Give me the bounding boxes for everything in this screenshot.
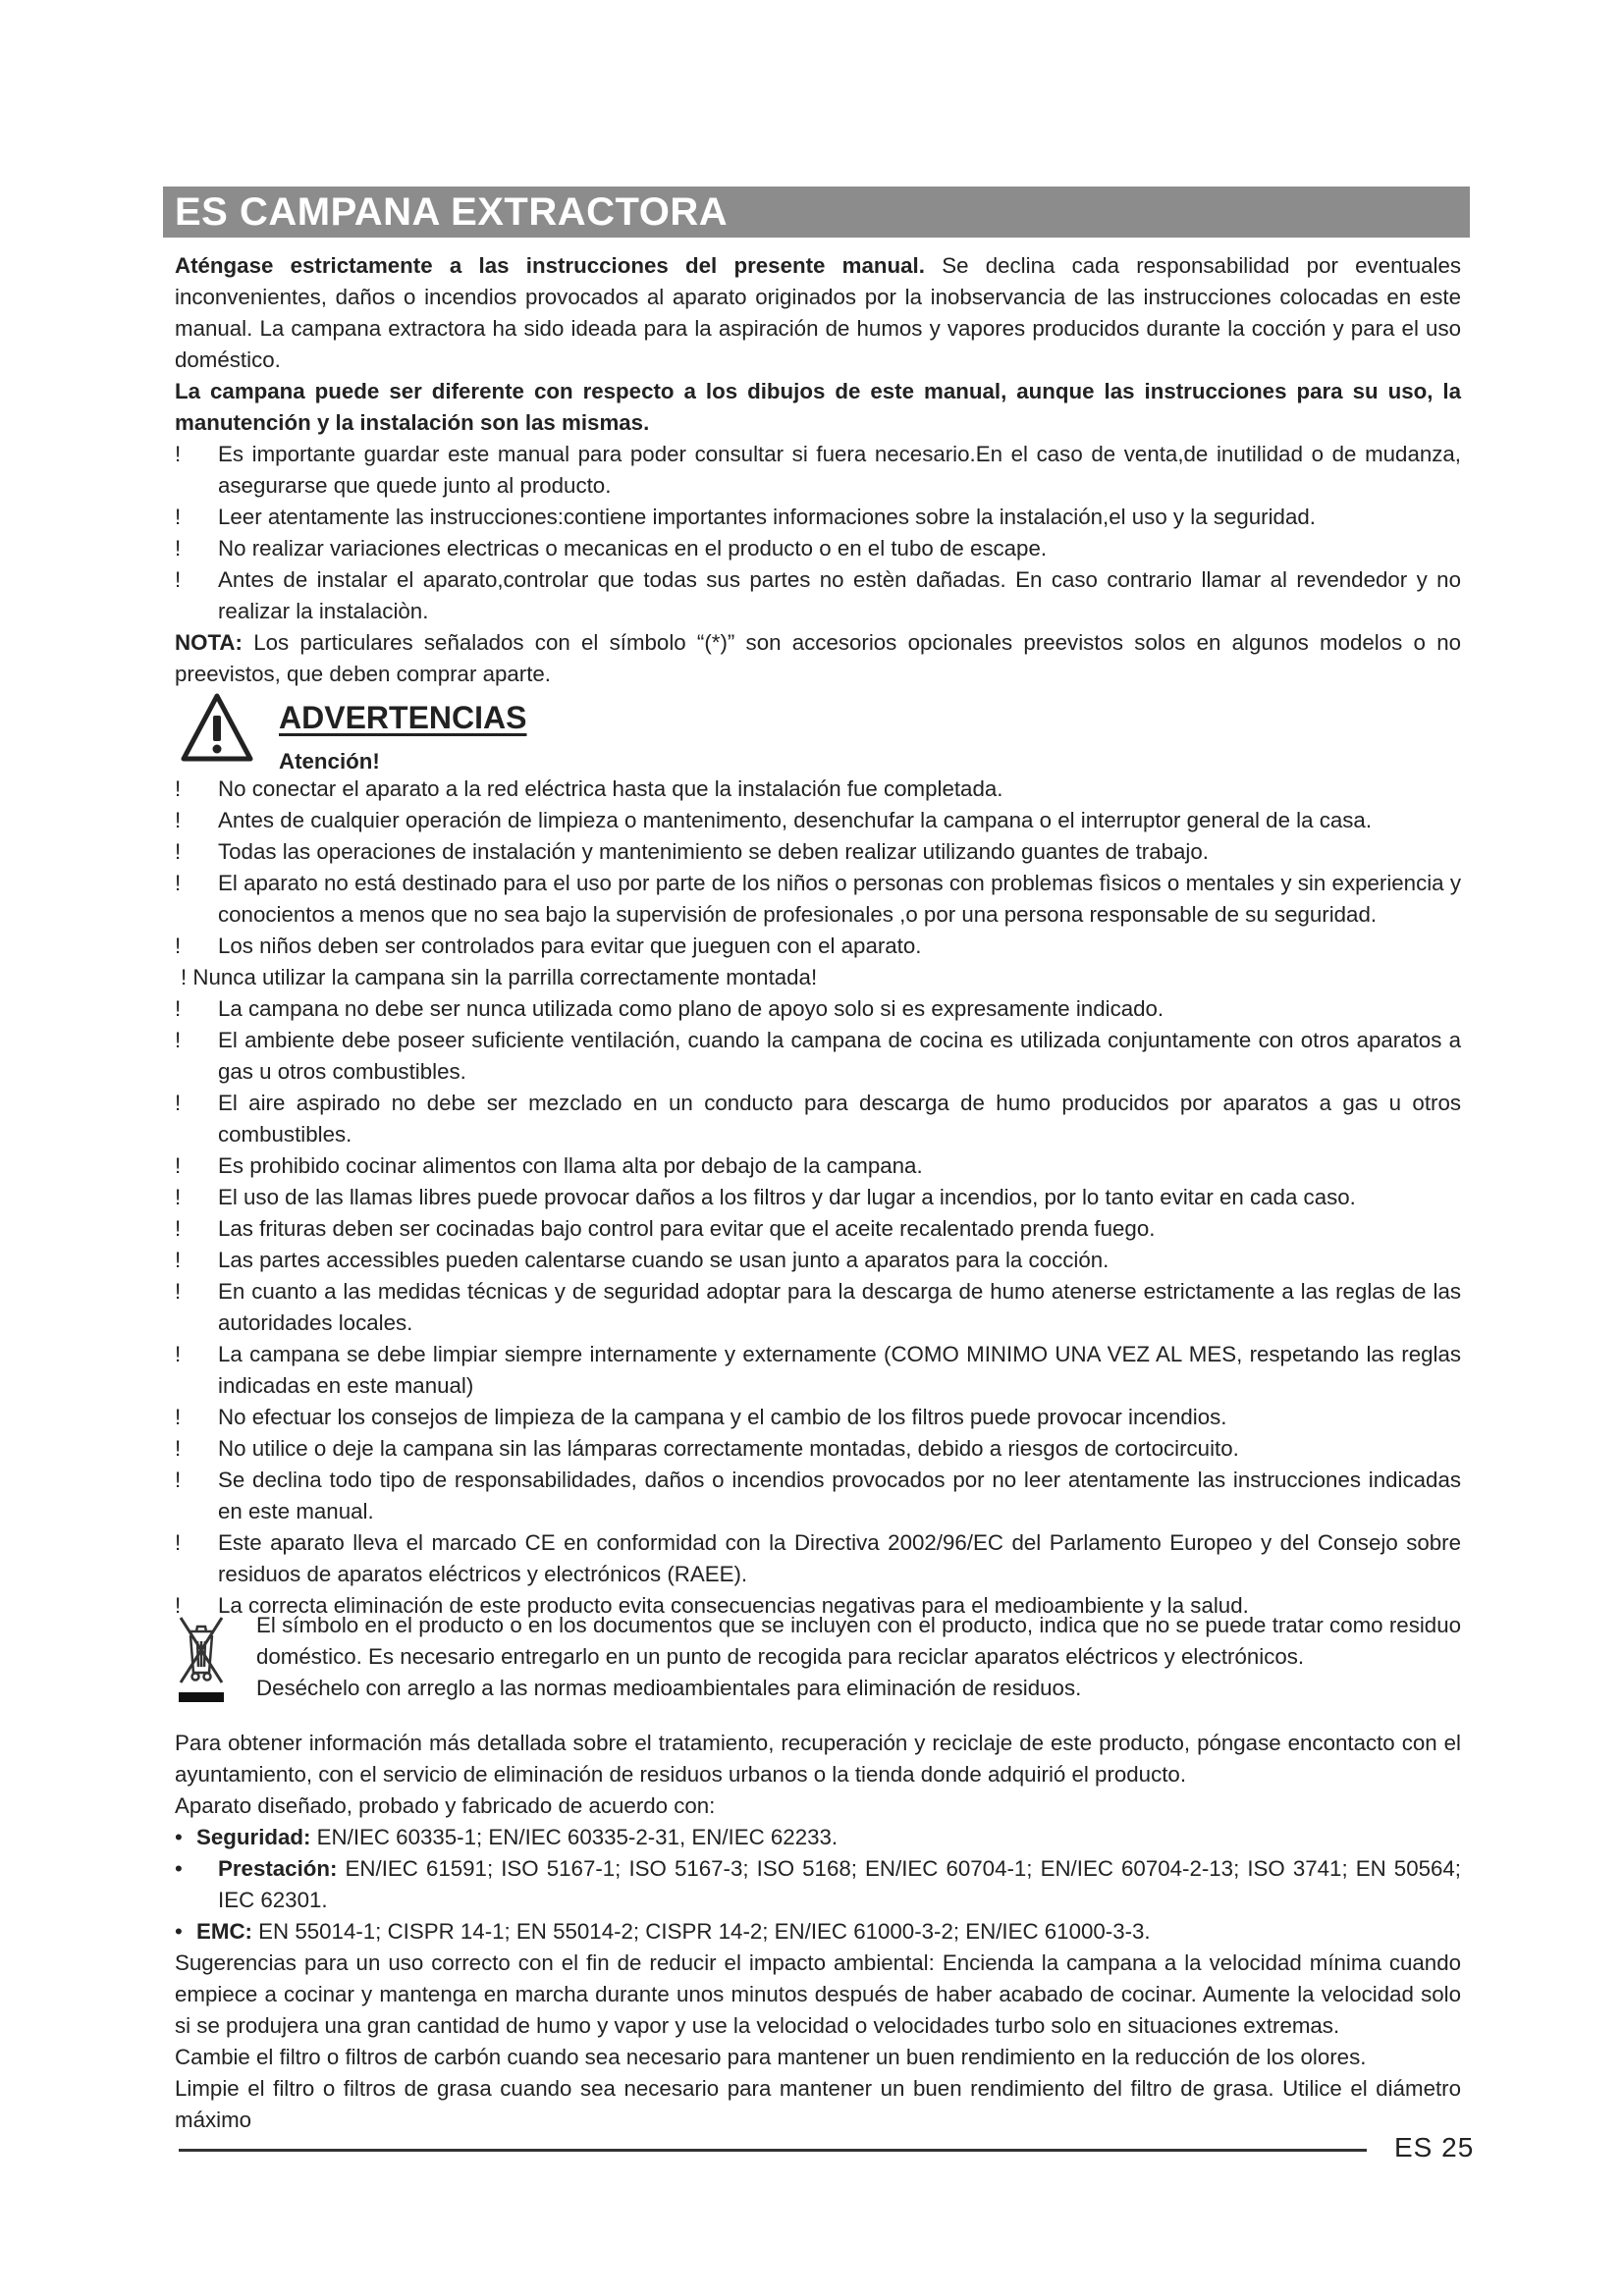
warnings-header [175, 692, 1461, 780]
list-item-text: No realizar variaciones electricas o mecanicas en el producto o en el tubo de escape. [218, 536, 1048, 561]
nota-paragraph [175, 627, 1461, 690]
warning-text: El aire aspirado no debe ser mezclado en un conducto para descarga de humo producidos por aparatos a gas u otros combustibles. [218, 1091, 1461, 1147]
warning-text: Los niños deben ser controlados para evitar que jueguen con el aparato. [218, 934, 922, 958]
warning-text: No conectar el aparato a la red eléctrica hasta que la instalación fue completada. [218, 776, 1003, 801]
warning-text: No utilice o deje la campana sin las lámparas correctamente montadas, debido a riesgos de cortocircuito. [218, 1436, 1239, 1461]
weee-section [175, 1610, 1461, 1718]
warning-item [175, 1213, 1461, 1245]
warning-text: La correcta eliminación de este producto evita consecuencias negativas para el medioambiente y la salud. [218, 1593, 1249, 1618]
warning-triangle-icon [181, 692, 253, 763]
exclamation-marker: ! [175, 1593, 182, 1618]
intro-section [175, 250, 1461, 690]
warning-item [175, 1088, 1461, 1150]
footer-rule [179, 2149, 1367, 2152]
disposal-section [175, 1728, 1461, 2136]
warning-item [175, 1025, 1461, 1088]
warning-text: No efectuar los consejos de limpieza de la campana y el cambio de los filtros puede provocar incendios. [218, 1405, 1227, 1429]
warning-text: La campana se debe limpiar siempre internamente y externamente (COMO MINIMO UNA VEZ AL MES, respetando las reglas indicadas en este manual) [218, 1342, 1461, 1398]
warning-item [175, 1527, 1461, 1590]
weee-text: El símbolo en el producto o en los documentos que se incluyen con el producto, indica que no se puede tratar como residuo doméstico. Es necesario entregarlo en un punto de recogida para reciclar aparatos eléctricos y electrónicos. [256, 1613, 1461, 1669]
warning-item [175, 1402, 1461, 1433]
bullet: • [175, 1919, 183, 1944]
suggestions-paragraph: Sugerencias para un uso correcto con el fin de reducir el impacto ambiental: Encienda la campana a la velocidad mínima cuando empiece a cocinar y mantenga en marcha durante unos minutos después de haber acabado de cocinar. Aumente la velocidad solo si se produjera una gran cantidad de humo y vapor y use la velocidad o velocidades turbo solo en situaciones extremas. [175, 1950, 1461, 2038]
list-item [175, 502, 1461, 533]
intro-text: Se declina cada responsabilidad por eventuales inconvenientes, daños o incendios provocados al aparato originados por la inobservancia de las instrucciones colocadas en este manual. La campana extractora ha sido ideada para la aspiración de humos y vapores producidos durante la cocción y para el uso doméstico. [175, 253, 1462, 372]
list-item-text: Antes de instalar el aparato,controlar que todas sus partes no estèn dañadas. En caso contrario llamar al revendedor y no realizar la instalaciòn. [218, 567, 1461, 623]
grease-filter-paragraph: Limpie el filtro o filtros de grasa cuando sea necesario para mantener un buen rendimiento del filtro de grasa. Utilice el diámetro máximo [175, 2076, 1461, 2132]
exclamation-marker: ! [175, 1468, 182, 1492]
warning-item [175, 1245, 1461, 1276]
warning-item [175, 868, 1461, 931]
weee-text: Deséchelo con arreglo a las normas medioambientales para eliminación de residuos. [256, 1676, 1082, 1700]
exclamation-marker: ! [175, 505, 182, 529]
exclamation-marker: ! [175, 934, 182, 958]
standards-intro: Aparato diseñado, probado y fabricado de acuerdo con: [175, 1793, 716, 1818]
warning-item: ! Nunca utilizar la campana sin la parrilla correctamente montada! [181, 965, 818, 989]
bullet: • [175, 1825, 183, 1849]
warning-item [175, 1276, 1461, 1339]
exclamation-marker: ! [175, 442, 182, 466]
exclamation-marker: ! [175, 996, 182, 1021]
disposal-paragraph: Para obtener información más detallada sobre el tratamiento, recuperación y reciclaje de este producto, póngase encontacto con el ayuntamiento, con el servicio de eliminación de residuos urbanos o la tienda donde adquirió el producto. [175, 1731, 1461, 1787]
warning-item [175, 805, 1461, 836]
intro-bold-lead: Aténgase estrictamente a las instrucciones del presente manual. [175, 253, 925, 278]
exclamation-marker: ! [175, 536, 182, 561]
warning-item [175, 931, 1461, 962]
list-item-text: Leer atentamente las instrucciones:contiene importantes informaciones sobre la instalación,el uso y la seguridad. [218, 505, 1316, 529]
standard-label: Prestación: [218, 1856, 338, 1881]
bullet: • [175, 1856, 183, 1881]
intro-note-bold: La campana puede ser diferente con respecto a los dibujos de este manual, aunque las instrucciones para su uso, la manutención y la instalación son las mismas. [175, 379, 1461, 435]
exclamation-marker: ! [175, 1216, 182, 1241]
warning-item [175, 836, 1461, 868]
warning-text: El ambiente debe poseer suficiente ventilación, cuando la campana de cocina es utilizada conjuntamente con otros aparatos a gas u otros combustibles. [218, 1028, 1461, 1084]
exclamation-marker: ! [175, 1153, 182, 1178]
warning-text: En cuanto a las medidas técnicas y de seguridad adoptar para la descarga de humo atenerse estrictamente a las reglas de las autoridades locales. [218, 1279, 1461, 1335]
standard-label: Seguridad: [196, 1825, 311, 1849]
intro-paragraph [175, 250, 1461, 376]
warning-item [175, 1465, 1461, 1527]
nota-text: Los particulares señalados con el símbolo “(*)” son accesorios opcionales preevistos solos en algunos modelos o no preevistos, que deben comprar aparte. [175, 630, 1461, 686]
standard-text: EN/IEC 60335-1; EN/IEC 60335-2-31, EN/IEC 62233. [310, 1825, 839, 1849]
exclamation-marker: ! [175, 808, 182, 832]
exclamation-marker: ! [175, 1091, 182, 1115]
exclamation-marker: ! [175, 1405, 182, 1429]
warning-item [175, 1339, 1461, 1402]
weee-text-block [256, 1610, 1461, 1704]
standard-text: EN/IEC 61591; ISO 5167-1; ISO 5167-3; ISO 5168; EN/IEC 60704-1; EN/IEC 60704-2-13; ISO 3741; EN 50564; IEC 62301. [218, 1856, 1461, 1912]
carbon-filter-paragraph: Cambie el filtro o filtros de carbón cuando sea necesario para mantener un buen rendimiento en la reducción de los olores. [175, 2045, 1367, 2069]
exclamation-marker: ! [175, 1436, 182, 1461]
warning-text: Las partes accessibles pueden calentarse cuando se usan junto a aparatos para la cocción. [218, 1248, 1110, 1272]
exclamation-marker: ! [175, 1530, 182, 1555]
warning-text: La campana no debe ser nunca utilizada como plano de apoyo solo si es expresamente indicado. [218, 996, 1164, 1021]
warning-text: Es prohibido cocinar alimentos con llama alta por debajo de la campana. [218, 1153, 923, 1178]
exclamation-marker: ! [175, 1185, 182, 1209]
warning-item [175, 1433, 1461, 1465]
warnings-list [175, 774, 1461, 1622]
standard-emc [175, 1916, 1461, 1948]
exclamation-marker: ! [175, 1028, 182, 1052]
nota-label: NOTA: [175, 630, 243, 655]
page-title: ES CAMPANA EXTRACTORA [163, 187, 1470, 238]
warning-text: Las frituras deben ser cocinadas bajo control para evitar que el aceite recalentado prenda fuego. [218, 1216, 1156, 1241]
warning-text: Antes de cualquier operación de limpieza o mantenimento, desenchufar la campana o el interruptor general de la casa. [218, 808, 1373, 832]
warning-text: Este aparato lleva el marcado CE en conformidad con la Directiva 2002/96/EC del Parlamento Europeo y del Consejo sobre residuos de aparatos eléctricos y electrónicos (RAEE). [218, 1530, 1461, 1586]
warning-item [175, 993, 1461, 1025]
crossed-bin-icon [177, 1614, 226, 1704]
warning-item [175, 774, 1461, 805]
list-item [175, 564, 1461, 627]
warnings-subtitle: Atención! [279, 749, 380, 774]
list-item [175, 439, 1461, 502]
standard-seguridad [175, 1822, 1461, 1853]
exclamation-marker: ! [175, 1248, 182, 1272]
warning-text: El uso de las llamas libres puede provocar daños a los filtros y dar lugar a incendios, por lo tanto evitar en cada caso. [218, 1185, 1356, 1209]
standard-prestacion [175, 1853, 1461, 1916]
list-item [175, 533, 1461, 564]
standard-text: EN 55014-1; CISPR 14-1; EN 55014-2; CISPR 14-2; EN/IEC 61000-3-2; EN/IEC 61000-3-3. [251, 1919, 1151, 1944]
exclamation-marker: ! [175, 1279, 182, 1304]
warnings-title: ADVERTENCIAS [279, 700, 527, 735]
exclamation-marker: ! [175, 871, 182, 895]
exclamation-marker: ! [175, 567, 182, 592]
standard-label: EMC: [196, 1919, 252, 1944]
warning-item [175, 1150, 1461, 1182]
warning-text: Se declina todo tipo de responsabilidades, daños o incendios provocados por no leer atentamente las instrucciones indicadas en este manual. [218, 1468, 1461, 1523]
list-item-text: Es importante guardar este manual para poder consultar si fuera necesario.En el caso de venta,de inutilidad o de mudanza, asegurarse que quede junto al producto. [218, 442, 1461, 498]
page-number: ES 25 [1394, 2132, 1475, 2163]
warning-text: Todas las operaciones de instalación y mantenimiento se deben realizar utilizando guantes de trabajo. [218, 839, 1209, 864]
warning-item [175, 1182, 1461, 1213]
exclamation-marker: ! [175, 1342, 182, 1366]
warning-text: El aparato no está destinado para el uso por parte de los niños o personas con problemas fìsicos o mentales y sin experiencia y conocientos a menos que no sea bajo la supervisión de profesionales ,o por una persona responsable de su seguridad. [218, 871, 1461, 927]
exclamation-marker: ! [175, 776, 182, 801]
exclamation-marker: ! [175, 839, 182, 864]
